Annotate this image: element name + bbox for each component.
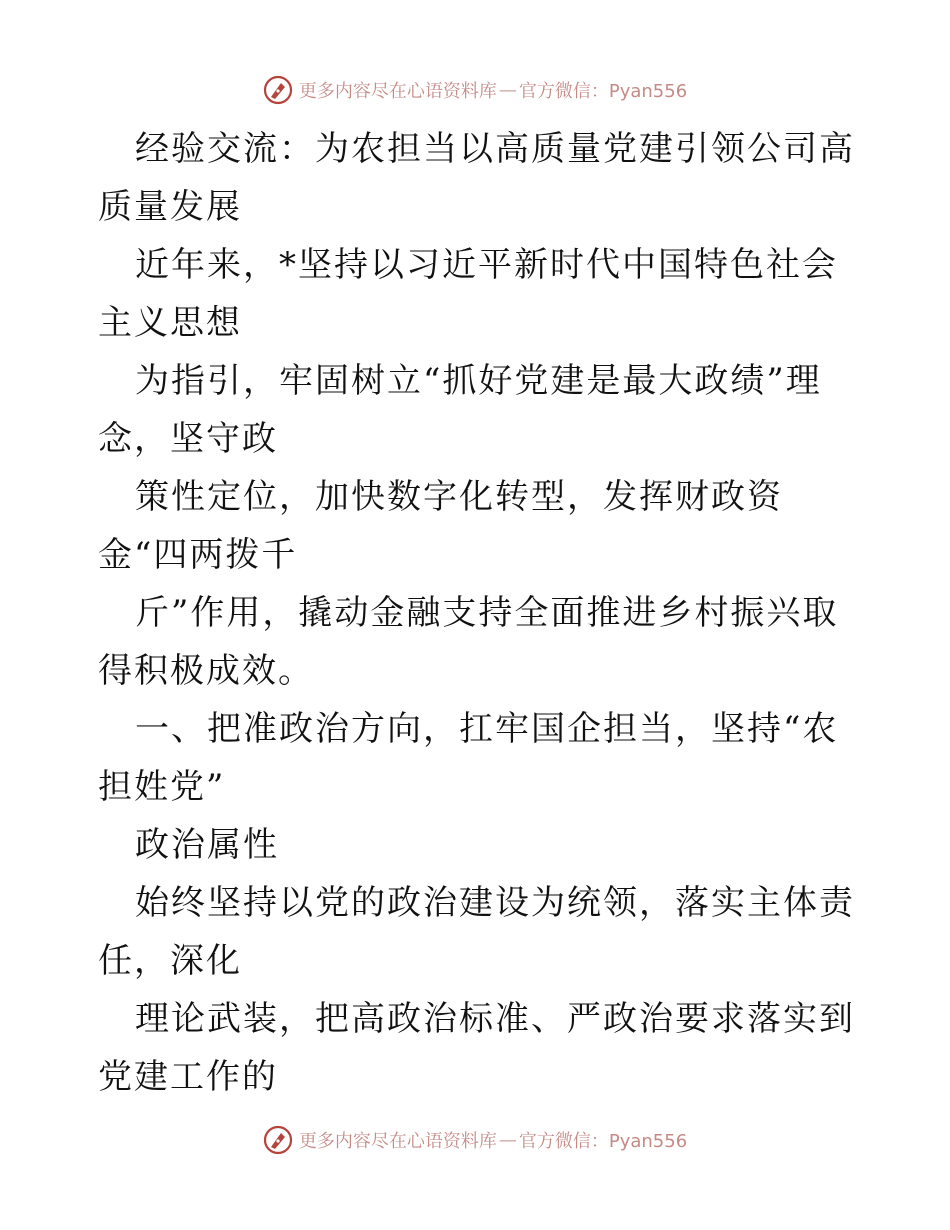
paragraph: 近年来，*坚持以习近平新时代中国特色社会主义思想 [98, 245, 838, 343]
section-heading: 一、把准政治方向，扛牢国企担当，坚持“农担姓党” [98, 709, 839, 807]
paragraph: 斤”作用，撬动金融支持全面推进乡村振兴取得积极成效。 [98, 593, 839, 691]
watermark-separator: — [498, 1129, 517, 1151]
paragraph: 政治属性 [135, 825, 279, 865]
document-body [98, 120, 858, 1106]
paragraph: 为指引，牢固树立“抓好党建是最大政绩”理念，坚守政 [98, 361, 822, 459]
watermark-footer [0, 1120, 950, 1160]
watermark-header [0, 70, 950, 110]
watermark-text: 更多内容尽在心语资料库 [298, 1131, 497, 1152]
pen-nib-logo-icon [263, 1125, 293, 1155]
paragraph-title: 经验交流：为农担当以高质量党建引领公司高质量发展 [98, 129, 855, 227]
watermark-contact: 官方微信：Pyan556 [518, 1131, 688, 1152]
watermark-separator: — [498, 79, 517, 101]
watermark-text: 更多内容尽在心语资料库 [298, 81, 497, 102]
paragraph: 策性定位，加快数字化转型，发挥财政资金“四两拨千 [98, 477, 783, 575]
watermark-contact: 官方微信：Pyan556 [518, 81, 688, 102]
pen-nib-logo-icon [263, 75, 293, 105]
paragraph: 理论武装，把高政治标准、严政治要求落实到党建工作的 [98, 999, 855, 1097]
paragraph: 始终坚持以党的政治建设为统领，落实主体责任，深化 [98, 883, 855, 981]
